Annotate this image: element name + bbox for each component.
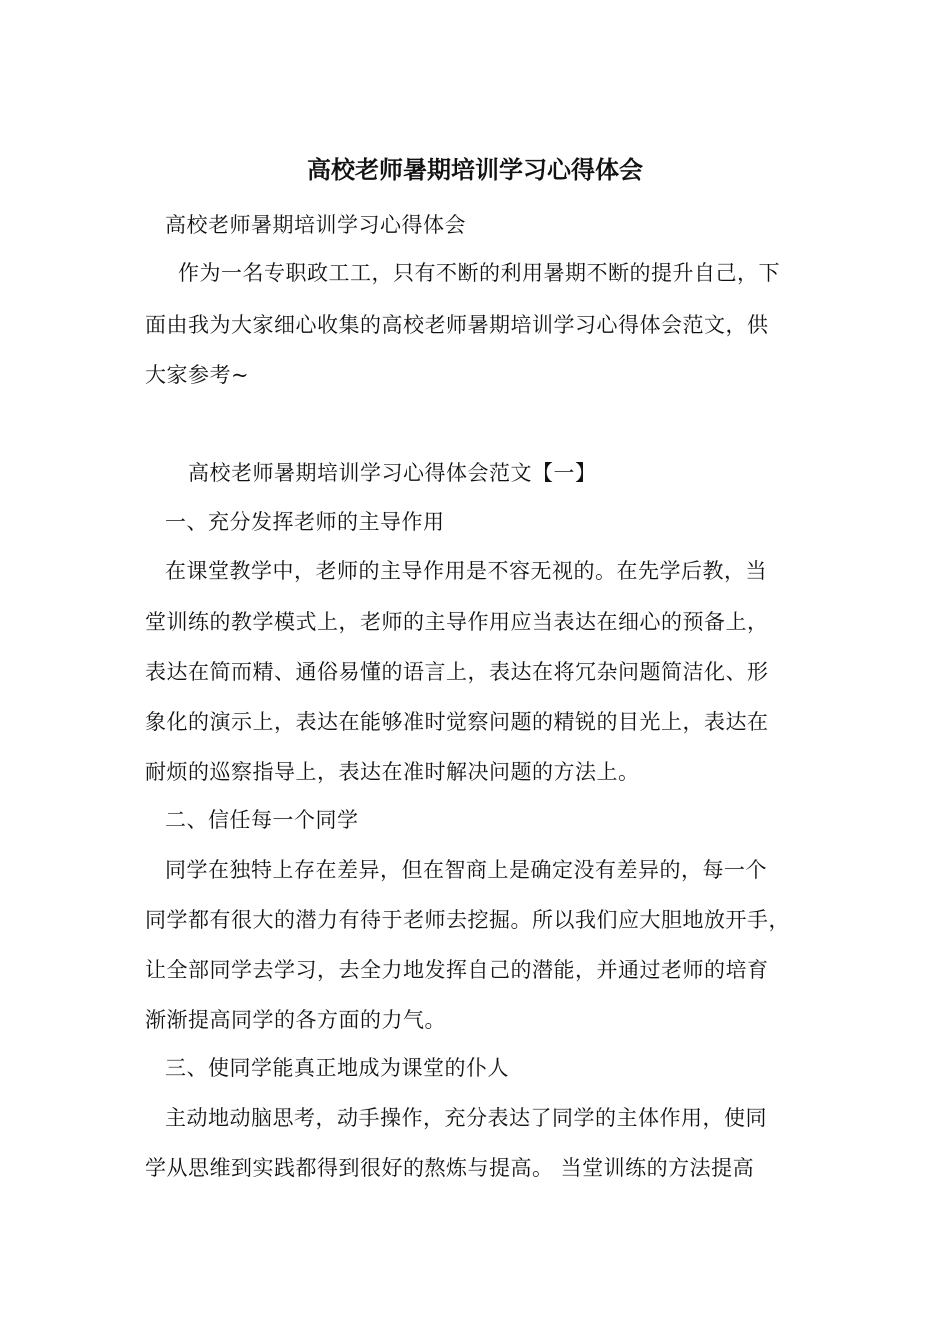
paragraph-line: 堂训练的教学模式上，老师的主导作用应当表达在细心的预备上， xyxy=(145,610,769,634)
intro-line: 大家参考~ xyxy=(145,363,250,387)
section-heading: 高校老师暑期培训学习心得体会范文【一】 xyxy=(188,461,597,485)
paragraph-line: 同学在独特上存在差异，但在智商上是确定没有差异的，每一个 xyxy=(165,858,767,882)
paragraph-line: 主动地动脑思考，动手操作，充分表达了同学的主体作用，使同 xyxy=(165,1106,767,1130)
point-heading: 一、充分发挥老师的主导作用 xyxy=(165,510,445,534)
paragraph-line: 耐烦的巡察指导上，表达在准时解决问题的方法上。 xyxy=(145,760,640,784)
paragraph-line: 象化的演示上，表达在能够准时觉察问题的精锐的目光上，表达在 xyxy=(145,710,769,734)
intro-line: 作为一名专职政工工，只有不断的利用暑期不断的提升自己，下 xyxy=(178,261,780,285)
paragraph-line: 让全部同学去学习，去全力地发挥自己的潜能，并通过老师的培育 xyxy=(145,958,769,982)
paragraph-line: 同学都有很大的潜力有待于老师去挖掘。所以我们应大胆地放开手， xyxy=(145,908,790,932)
paragraph-line: 表达在简而精、通俗易懂的语言上，表达在将冗杂问题简洁化、形 xyxy=(145,660,769,684)
paragraph-line: 学从思维到实践都得到很好的熬炼与提高。 当堂训练的方法提高 xyxy=(145,1156,755,1180)
document-title: 高校老师暑期培训学习心得体会 xyxy=(307,155,643,184)
paragraph-line: 渐渐提高同学的各方面的力气。 xyxy=(145,1008,446,1032)
intro-line: 面由我为大家细心收集的高校老师暑期培训学习心得体会范文，供 xyxy=(145,313,769,337)
paragraph-line: 在课堂教学中，老师的主导作用是不容无视的。在先学后教，当 xyxy=(165,559,767,583)
document-subtitle: 高校老师暑期培训学习心得体会 xyxy=(165,213,466,237)
point-heading: 二、信任每一个同学 xyxy=(165,808,359,832)
point-heading: 三、使同学能真正地成为课堂的仆人 xyxy=(165,1056,509,1080)
